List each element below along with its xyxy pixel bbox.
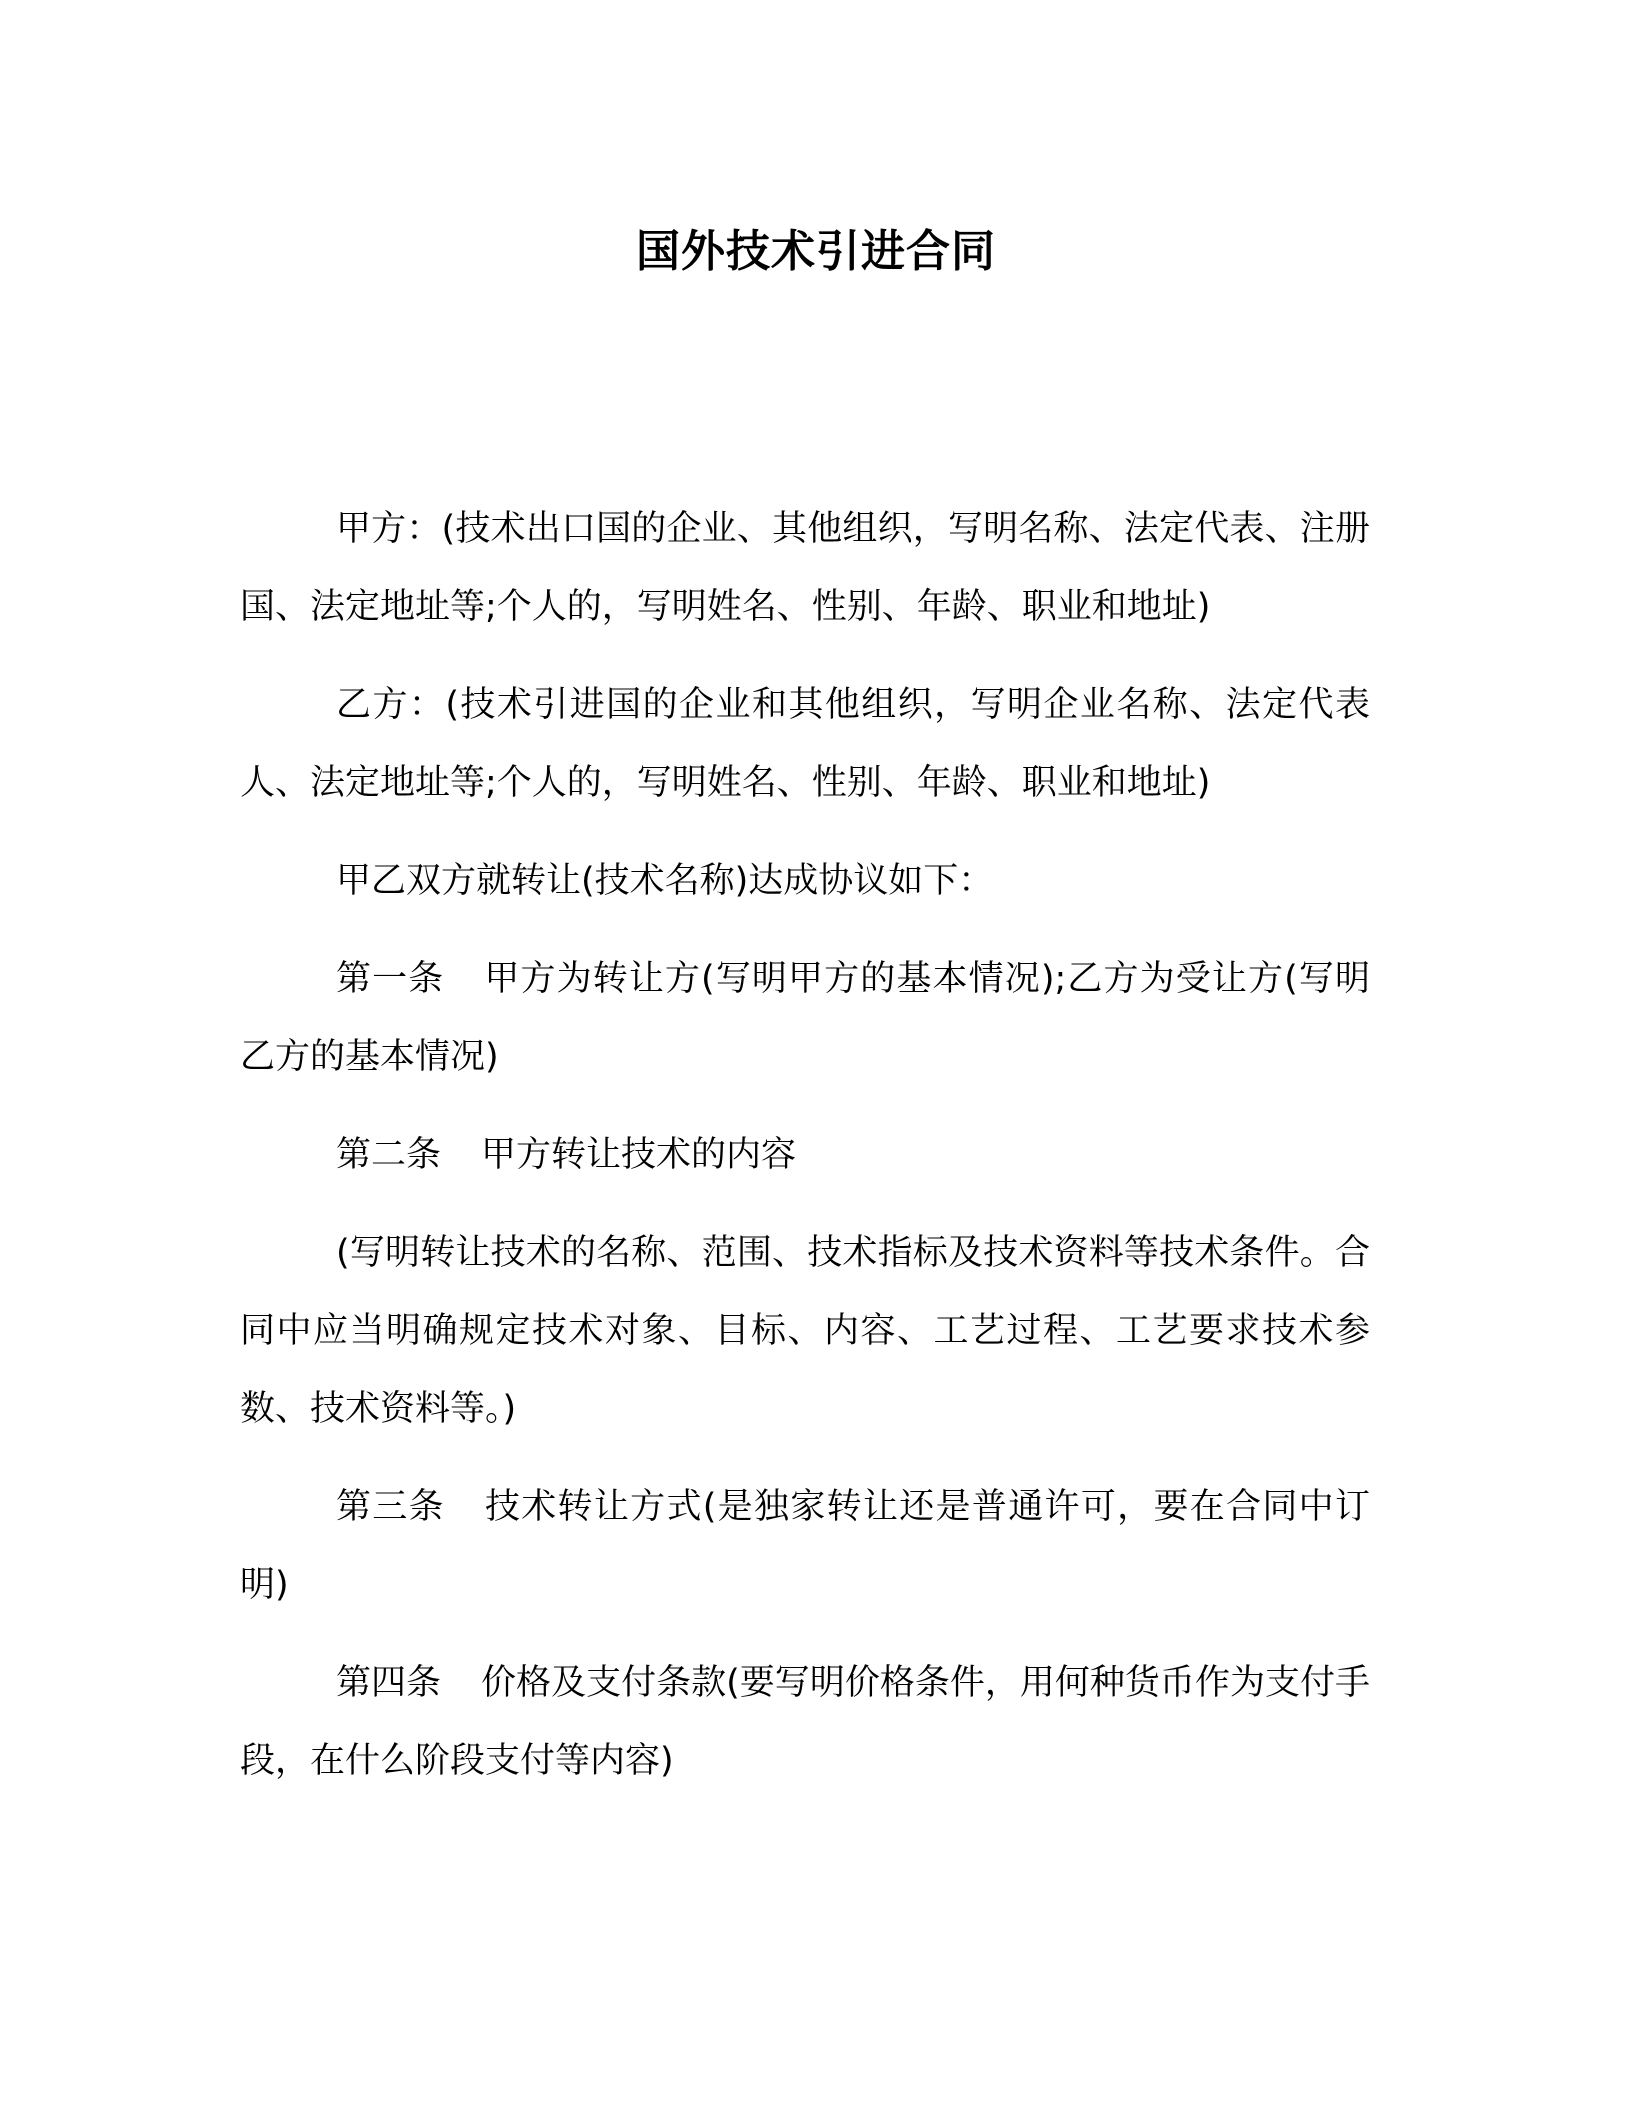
paragraph-text: 甲方为转让方(写明甲方的基本情况);乙方为受让方(写明乙方的基本情况) (240, 959, 1370, 1077)
clause-number: 第二条 (336, 1135, 442, 1175)
clause-4-paragraph (240, 1644, 1370, 1800)
party-a-paragraph (240, 490, 1370, 646)
party-b-paragraph (240, 666, 1370, 822)
clause-2-paragraph (240, 1116, 1370, 1194)
clause-number: 第一条 (336, 959, 445, 999)
clause-3-paragraph (240, 1468, 1370, 1624)
clause-number: 第三条 (336, 1487, 445, 1527)
paragraph-text: 甲方转让技术的内容 (481, 1135, 797, 1175)
paragraph-text: 甲方：(技术出口国的企业、其他组织，写明名称、法定代表、注册国、法定地址等;个人的，写明姓名、性别、年龄、职业和地址) (240, 509, 1370, 627)
agreement-intro-paragraph (240, 842, 1370, 920)
clause-2-detail-paragraph (240, 1214, 1370, 1448)
paragraph-text: 甲乙双方就转让(技术名称)达成协议如下： (336, 861, 994, 901)
clause-number: 第四条 (336, 1663, 442, 1703)
paragraph-text: 技术转让方式(是独家转让还是普通许可，要在合同中订明) (240, 1487, 1370, 1605)
clause-1-paragraph (240, 940, 1370, 1096)
document-body (240, 490, 1370, 1800)
paragraph-text: 乙方：(技术引进国的企业和其他组织，写明企业名称、法定代表人、法定地址等;个人的，写明姓名、性别、年龄、职业和地址) (240, 685, 1370, 803)
paragraph-text: 价格及支付条款(要写明价格条件，用何种货币作为支付手段，在什么阶段支付等内容) (240, 1663, 1370, 1781)
document-title: 国外技术引进合同 (636, 226, 996, 277)
paragraph-text: (写明转让技术的名称、范围、技术指标及技术资料等技术条件。合同中应当明确规定技术对象、目标、内容、工艺过程、工艺要求技术参数、技术资料等。) (240, 1233, 1370, 1429)
